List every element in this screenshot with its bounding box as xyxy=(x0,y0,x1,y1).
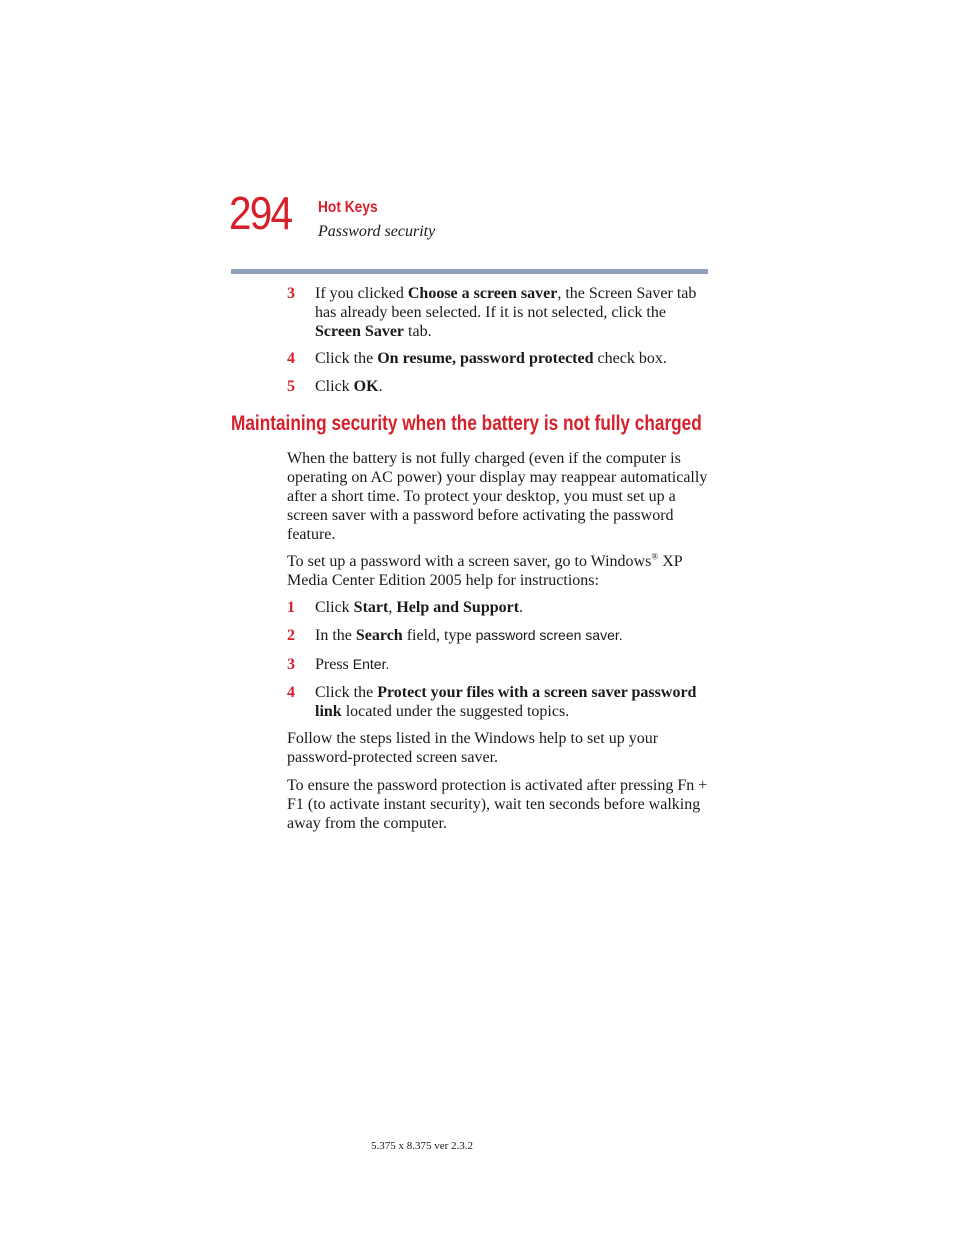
registered-mark: ® xyxy=(651,551,659,562)
step-text: If you clicked Choose a screen saver, the Screen Saver tab has already been selected. If it is not selected, click the Screen Saver tab. xyxy=(315,285,697,340)
step-text: Click OK. xyxy=(315,378,383,395)
chapter-title: Hot Keys xyxy=(318,199,378,216)
body-paragraph: When the battery is not fully charged (even if the computer is operating on AC power) your display may reappear automatically after a short time. To protect your desktop, you must set up a screen saver with a password before activating the password feature. xyxy=(287,450,708,543)
step-text: Press Enter. xyxy=(315,656,390,673)
step-number: 2 xyxy=(287,627,295,644)
step-number: 3 xyxy=(287,285,295,302)
step-number: 4 xyxy=(287,350,295,367)
page-footer: 5.375 x 8.375 ver 2.3.2 xyxy=(371,1140,474,1152)
body-paragraph: Follow the steps listed in the Windows help to set up your password-protected screen saver. xyxy=(287,730,659,766)
body-paragraph: To set up a password with a screen saver, go to Windows® XP Media Center Edition 2005 help for instructions: xyxy=(287,551,683,589)
step-number: 3 xyxy=(287,656,295,673)
step-number: 1 xyxy=(287,599,295,616)
step-text: Click Start, Help and Support. xyxy=(315,599,524,616)
section-title: Password security xyxy=(318,223,436,240)
step-text: Click the On resume, password protected check box. xyxy=(315,350,667,367)
step-number: 4 xyxy=(287,684,295,701)
section-heading: Maintaining security when the battery is not fully charged xyxy=(231,412,702,435)
header-rule xyxy=(231,269,708,274)
step-text: In the Search field, type password screen saver. xyxy=(315,627,623,644)
page-number: 294 xyxy=(229,187,292,239)
step-text: Click the Protect your files with a screen saver password link located under the suggested topics. xyxy=(315,684,697,720)
body-paragraph: To ensure the password protection is activated after pressing Fn + F1 (to activate instant security), wait ten seconds before walking away from the computer. xyxy=(287,777,708,832)
step-number: 5 xyxy=(287,378,295,395)
